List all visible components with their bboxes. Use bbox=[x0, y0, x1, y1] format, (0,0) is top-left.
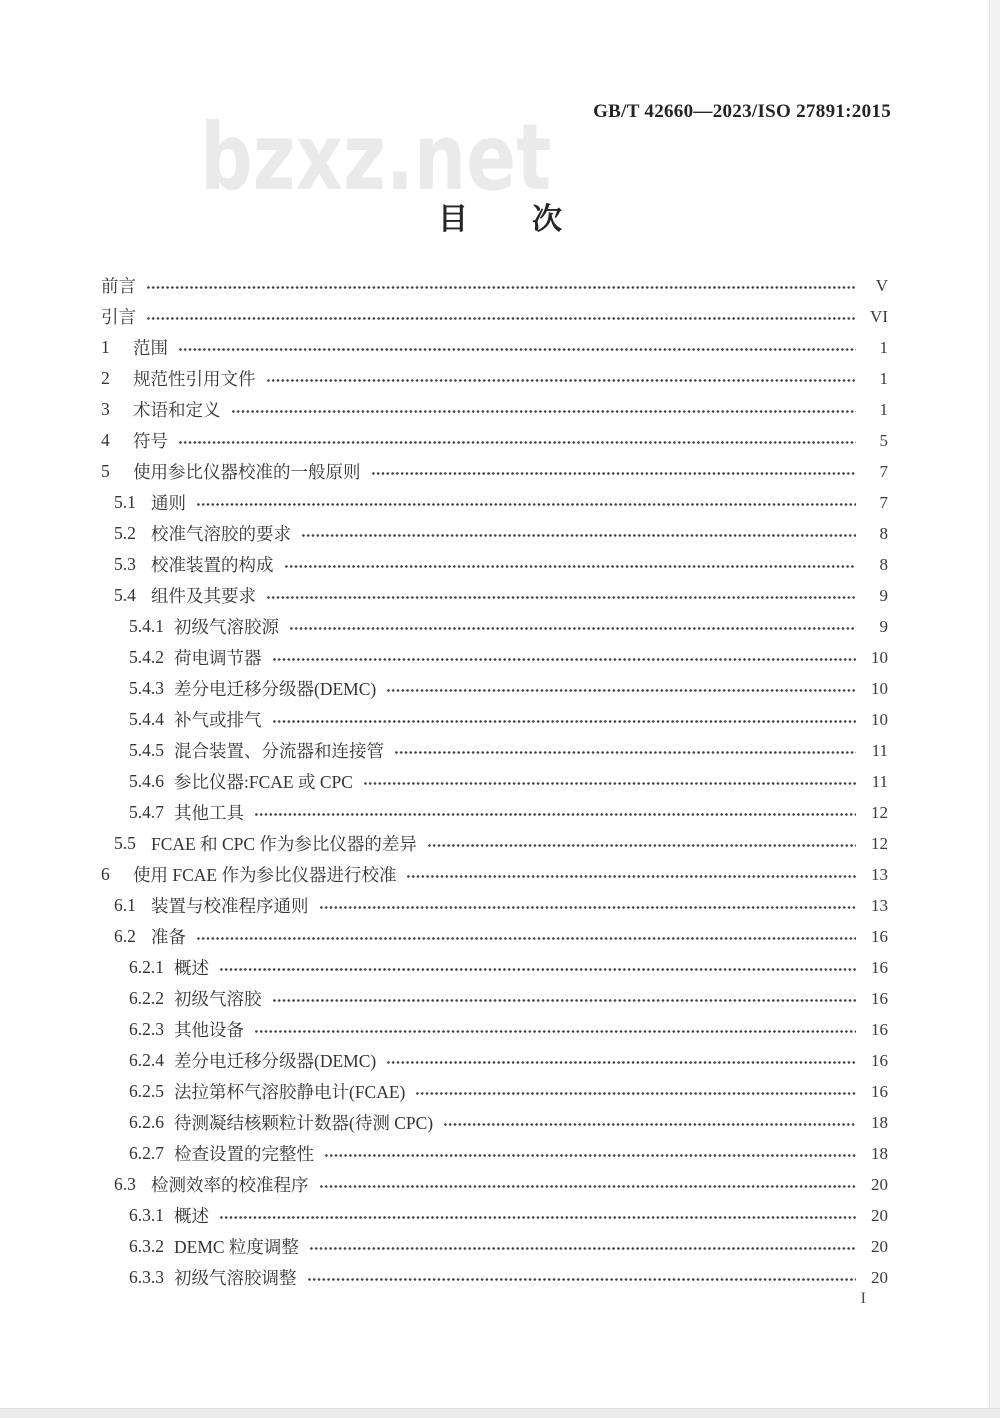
toc-entry-label: 补气或排气 bbox=[174, 710, 262, 730]
dot-leader bbox=[324, 1152, 856, 1159]
dot-leader bbox=[309, 1245, 856, 1252]
toc-entry bbox=[101, 1169, 888, 1200]
toc-entry bbox=[101, 952, 888, 983]
toc-entry-label: 初级气溶胶源 bbox=[174, 617, 279, 637]
table-of-contents bbox=[101, 270, 888, 1293]
toc-entry bbox=[101, 859, 888, 890]
toc-entry-page: VI bbox=[870, 306, 888, 326]
page-title: 目 次 bbox=[438, 203, 579, 236]
toc-entry-label: 装置与校准程序通则 bbox=[151, 896, 309, 916]
dot-leader bbox=[219, 966, 856, 973]
dot-leader bbox=[363, 780, 856, 787]
toc-entry bbox=[101, 1138, 888, 1169]
dot-leader bbox=[319, 904, 857, 911]
toc-entry bbox=[101, 456, 888, 487]
toc-entry-page: 10 bbox=[871, 647, 888, 667]
toc-entry-number: 5.2 bbox=[114, 523, 136, 543]
toc-entry-page: 7 bbox=[879, 461, 888, 481]
toc-entry bbox=[101, 704, 888, 735]
toc-entry-page: V bbox=[875, 275, 888, 295]
toc-entry bbox=[101, 487, 888, 518]
toc-entry bbox=[101, 1014, 888, 1045]
toc-entry-number: 5.4.7 bbox=[129, 802, 164, 822]
dot-leader bbox=[254, 811, 856, 818]
toc-entry-page: 16 bbox=[871, 1050, 888, 1070]
toc-entry-page: 13 bbox=[871, 864, 888, 884]
dot-leader bbox=[231, 408, 857, 415]
toc-entry-page: 16 bbox=[871, 957, 888, 977]
toc-entry-page: 7 bbox=[879, 492, 888, 512]
toc-entry-page: 16 bbox=[871, 1081, 888, 1101]
toc-entry-label: 其他工具 bbox=[174, 803, 244, 823]
toc-entry-label: 校准气溶胶的要求 bbox=[151, 524, 291, 544]
toc-entry-label: 符号 bbox=[133, 431, 168, 451]
toc-entry bbox=[101, 766, 888, 797]
dot-leader bbox=[415, 1090, 856, 1097]
toc-entry-number: 6 bbox=[101, 864, 110, 884]
toc-entry-number: 2 bbox=[101, 368, 110, 388]
toc-entry-label: 待测凝结核颗粒计数器(待测 CPC) bbox=[174, 1113, 434, 1133]
toc-entry-page: 12 bbox=[871, 802, 888, 822]
toc-entry-label: 前言 bbox=[101, 276, 136, 296]
toc-entry-page: 8 bbox=[879, 554, 888, 574]
toc-entry-number: 5 bbox=[101, 461, 110, 481]
toc-entry-number: 5.4.1 bbox=[129, 616, 164, 636]
toc-entry-label: 检查设置的完整性 bbox=[174, 1144, 314, 1164]
page-edge-right bbox=[989, 0, 1000, 1418]
dot-leader bbox=[427, 842, 856, 849]
toc-entry bbox=[101, 332, 888, 363]
toc-entry-page: 18 bbox=[871, 1143, 888, 1163]
toc-entry-page: 16 bbox=[871, 1019, 888, 1039]
dot-leader bbox=[254, 1028, 856, 1035]
toc-entry-page: 11 bbox=[871, 771, 888, 791]
dot-leader bbox=[289, 625, 856, 632]
toc-entry-page: 11 bbox=[871, 740, 888, 760]
toc-entry-label: 初级气溶胶 bbox=[174, 989, 262, 1009]
toc-entry-number: 6.1 bbox=[114, 895, 136, 915]
toc-entry bbox=[101, 1262, 888, 1293]
toc-entry-number: 6.2 bbox=[114, 926, 136, 946]
toc-entry-number: 5.3 bbox=[114, 554, 136, 574]
toc-entry-page: 18 bbox=[871, 1112, 888, 1132]
toc-entry bbox=[101, 580, 888, 611]
toc-entry bbox=[101, 921, 888, 952]
toc-entry-number: 5.4.3 bbox=[129, 678, 164, 698]
toc-entry-number: 3 bbox=[101, 399, 110, 419]
toc-entry bbox=[101, 735, 888, 766]
toc-entry-page: 20 bbox=[871, 1205, 888, 1225]
toc-entry bbox=[101, 673, 888, 704]
dot-leader bbox=[146, 284, 856, 291]
toc-entry-page: 8 bbox=[879, 523, 888, 543]
toc-entry-page: 13 bbox=[871, 895, 888, 915]
toc-entry-label: 组件及其要求 bbox=[151, 586, 256, 606]
toc-entry-page: 9 bbox=[879, 616, 888, 636]
toc-entry-label: 检测效率的校准程序 bbox=[151, 1175, 309, 1195]
toc-entry-label: 概述 bbox=[174, 1206, 209, 1226]
dot-leader bbox=[272, 718, 857, 725]
toc-entry-page: 10 bbox=[871, 678, 888, 698]
toc-entry-page: 9 bbox=[879, 585, 888, 605]
toc-entry-number: 1 bbox=[101, 337, 110, 357]
toc-entry-number: 6.2.2 bbox=[129, 988, 164, 1008]
toc-entry-number: 5.4.4 bbox=[129, 709, 164, 729]
dot-leader bbox=[178, 346, 856, 353]
dot-leader bbox=[307, 1276, 857, 1283]
toc-entry bbox=[101, 518, 888, 549]
toc-entry-label: 使用参比仪器校准的一般原则 bbox=[133, 462, 361, 482]
toc-entry-number: 5.4.6 bbox=[129, 771, 164, 791]
toc-entry-number: 6.2.5 bbox=[129, 1081, 164, 1101]
toc-entry-page: 16 bbox=[871, 926, 888, 946]
dot-leader bbox=[371, 470, 857, 477]
dot-leader bbox=[386, 687, 856, 694]
toc-entry-number: 6.3.1 bbox=[129, 1205, 164, 1225]
toc-entry bbox=[101, 642, 888, 673]
toc-entry-number: 6.2.7 bbox=[129, 1143, 164, 1163]
dot-leader bbox=[443, 1121, 856, 1128]
toc-entry-label: 参比仪器:FCAE 或 CPC bbox=[174, 772, 353, 792]
toc-entry bbox=[101, 611, 888, 642]
watermark: bzxz.net bbox=[200, 104, 552, 211]
toc-entry-label: 校准装置的构成 bbox=[151, 555, 274, 575]
toc-entry-page: 16 bbox=[871, 988, 888, 1008]
toc-entry-label: 混合装置、分流器和连接管 bbox=[174, 741, 384, 761]
toc-entry-page: 20 bbox=[871, 1174, 888, 1194]
dot-leader bbox=[319, 1183, 857, 1190]
toc-entry-label: 其他设备 bbox=[174, 1020, 244, 1040]
toc-entry-label: 法拉第杯气溶胶静电计(FCAE) bbox=[174, 1082, 406, 1102]
toc-entry bbox=[101, 1231, 888, 1262]
dot-leader bbox=[219, 1214, 856, 1221]
toc-entry-label: 术语和定义 bbox=[133, 400, 221, 420]
toc-entry bbox=[101, 1107, 888, 1138]
dot-leader bbox=[386, 1059, 856, 1066]
dot-leader bbox=[284, 563, 857, 570]
toc-entry-label: 通则 bbox=[151, 493, 186, 513]
toc-entry-label: 差分电迁移分级器(DEMC) bbox=[174, 679, 377, 699]
toc-entry-page: 5 bbox=[879, 430, 888, 450]
toc-entry-page: 20 bbox=[871, 1236, 888, 1256]
toc-entry-number: 6.3.2 bbox=[129, 1236, 164, 1256]
toc-entry-label: 范围 bbox=[133, 338, 168, 358]
toc-entry-number: 5.4.2 bbox=[129, 647, 164, 667]
toc-entry bbox=[101, 828, 888, 859]
toc-entry-page: 12 bbox=[871, 833, 888, 853]
toc-entry-number: 5.5 bbox=[114, 833, 136, 853]
dot-leader bbox=[406, 873, 856, 880]
document-standard-number: GB/T 42660—2023/ISO 27891:2015 bbox=[593, 101, 891, 122]
toc-entry-label: 规范性引用文件 bbox=[133, 369, 256, 389]
toc-entry-label: 引言 bbox=[101, 307, 136, 327]
toc-entry-number: 6.2.3 bbox=[129, 1019, 164, 1039]
toc-entry-page: 1 bbox=[879, 337, 888, 357]
toc-entry-page: 1 bbox=[879, 399, 888, 419]
toc-entry bbox=[101, 301, 888, 332]
toc-entry bbox=[101, 1076, 888, 1107]
toc-entry-label: 初级气溶胶调整 bbox=[174, 1268, 297, 1288]
toc-entry-number: 5.4.5 bbox=[129, 740, 164, 760]
toc-entry-number: 4 bbox=[101, 430, 110, 450]
toc-entry-label: FCAE 和 CPC 作为参比仪器的差异 bbox=[151, 834, 417, 854]
toc-entry bbox=[101, 363, 888, 394]
dot-leader bbox=[266, 377, 857, 384]
toc-entry-label: 准备 bbox=[151, 927, 186, 947]
toc-entry-label: DEMC 粒度调整 bbox=[174, 1237, 299, 1257]
toc-entry-number: 5.4 bbox=[114, 585, 136, 605]
page-number: I bbox=[860, 1290, 866, 1307]
toc-entry-page: 1 bbox=[879, 368, 888, 388]
toc-entry-number: 6.2.1 bbox=[129, 957, 164, 977]
toc-entry-number: 6.3 bbox=[114, 1174, 136, 1194]
toc-entry-label: 荷电调节器 bbox=[174, 648, 262, 668]
dot-leader bbox=[394, 749, 856, 756]
toc-entry bbox=[101, 425, 888, 456]
toc-entry bbox=[101, 394, 888, 425]
toc-entry bbox=[101, 890, 888, 921]
toc-entry-label: 概述 bbox=[174, 958, 209, 978]
toc-entry-label: 使用 FCAE 作为参比仪器进行校准 bbox=[133, 865, 397, 885]
toc-entry-number: 6.2.6 bbox=[129, 1112, 164, 1132]
dot-leader bbox=[196, 501, 856, 508]
toc-entry bbox=[101, 549, 888, 580]
dot-leader bbox=[196, 935, 856, 942]
toc-entry-number: 6.3.3 bbox=[129, 1267, 164, 1287]
dot-leader bbox=[178, 439, 856, 446]
toc-entry-label: 差分电迁移分级器(DEMC) bbox=[174, 1051, 377, 1071]
toc-entry bbox=[101, 797, 888, 828]
toc-entry-number: 6.2.4 bbox=[129, 1050, 164, 1070]
dot-leader bbox=[266, 594, 856, 601]
dot-leader bbox=[301, 532, 856, 539]
toc-entry-number: 5.1 bbox=[114, 492, 136, 512]
toc-entry-page: 10 bbox=[871, 709, 888, 729]
toc-entry bbox=[101, 983, 888, 1014]
dot-leader bbox=[272, 656, 857, 663]
dot-leader bbox=[146, 315, 856, 322]
toc-entry bbox=[101, 270, 888, 301]
toc-entry-page: 20 bbox=[871, 1267, 888, 1287]
dot-leader bbox=[272, 997, 857, 1004]
toc-entry bbox=[101, 1200, 888, 1231]
page-edge-bottom bbox=[0, 1408, 1000, 1418]
toc-entry bbox=[101, 1045, 888, 1076]
